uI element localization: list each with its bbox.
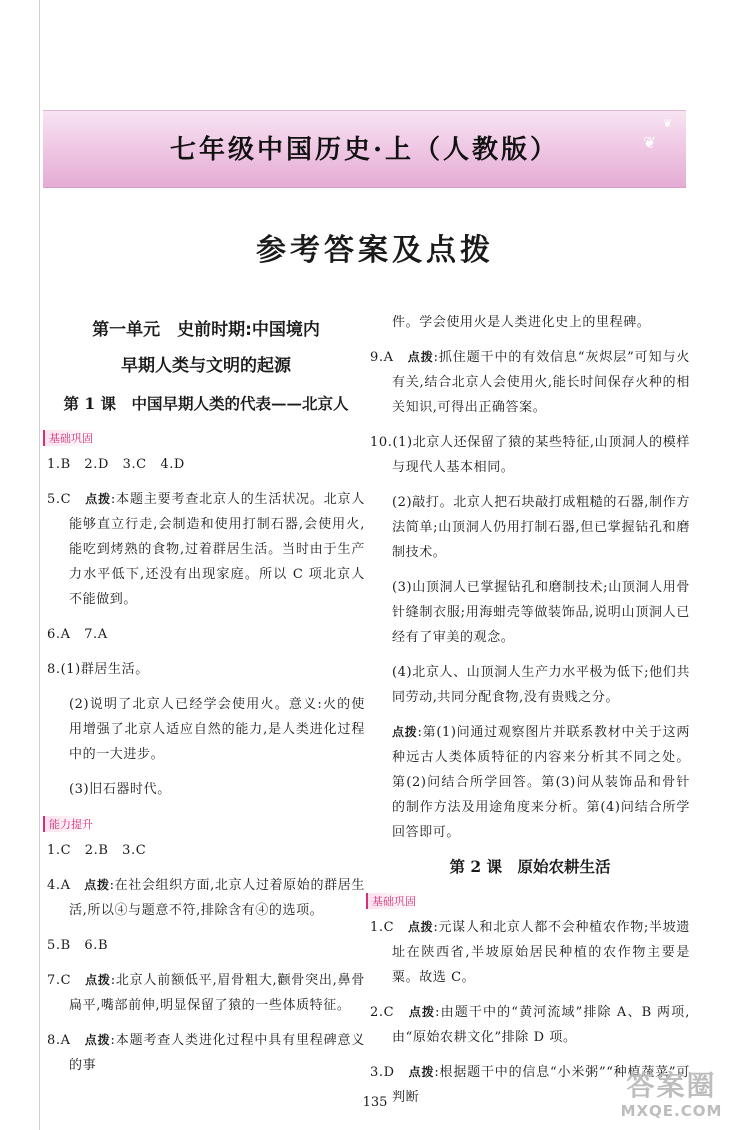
hint-keyword: 点拨	[407, 350, 434, 364]
section-tag-improve: 能力提升	[43, 816, 97, 832]
answer-item: 8.(1)群居生活。	[47, 662, 149, 677]
answer-item: 件。学会使用火是人类进化史上的里程碑。	[392, 315, 651, 330]
lesson-title: 第 1 课 中国早期人类的代表——北京人	[63, 394, 349, 413]
answer-line: 1.B 2.D 3.C 4.D	[47, 457, 185, 472]
title-banner	[43, 110, 686, 188]
watermark-logo	[599, 1070, 744, 1126]
answer-item: 4.A 点拨:在社会组织方面,北京人过着原始的群居生活,所以④与题意不符,排除含有④的选项。	[47, 878, 365, 918]
hint-keyword: 点拨	[84, 1033, 111, 1047]
answer-item: 2.C 点拨:由题干中的“黄河流域”排除 A、B 两项,由“原始农耕文化”排除 D 项。	[370, 1005, 690, 1045]
hint-keyword: 点拨	[408, 1065, 435, 1079]
left-margin-rule	[39, 0, 40, 1130]
answer-item: 点拨:第(1)问通过观察图片并联系教材中关于这两种远古人类体质特征的内容来分析其不同之处。第(2)问结合所学回答。第(3)问从装饰品和骨针的制作方法及用途角度来分析。第(4)问结合所学回答即可。	[392, 725, 690, 840]
hint-keyword: 点拨	[85, 973, 111, 987]
page-number: 135	[362, 1095, 388, 1110]
hint-keyword: 点拨	[84, 878, 110, 892]
unit-title: 第一单元 史前时期:中国境内	[92, 320, 320, 340]
watermark-url: MXQE.COM	[620, 1102, 723, 1120]
unit-subtitle: 早期人类与文明的起源	[121, 356, 291, 376]
page-title: 参考答案及点拨	[256, 233, 494, 268]
answer-item: (4)北京人、山顶洞人生产力水平极为低下;他们共同劳动,共同分配食物,没有贵贱之分。	[392, 665, 690, 705]
book-title: 七年级中国历史·上（人教版）	[169, 135, 560, 165]
answer-item: (2)说明了北京人已经学会使用火。意义:火的使用增强了北京人适应自然的能力,是人类进化过程中的一大进步。	[69, 697, 365, 762]
answer-item: (3)山顶洞人已掌握钻孔和磨制技术;山顶洞人用骨针缝制衣服;用海蚶壳等做装饰品,说明山顶洞人已经有了审美的观念。	[392, 580, 690, 645]
answer-item: (2)敲打。北京人把石块敲打成粗糙的石器,制作方法简单;山顶洞人仍用打制石器,但已掌握钻孔和磨制技术。	[392, 495, 690, 560]
answer-item: 8.A 点拨:本题考查人类进化过程中具有里程碑意义的事	[47, 1033, 366, 1073]
answer-item: (3)旧石器时代。	[69, 782, 171, 797]
right-column	[370, 310, 690, 1120]
answer-line: 1.C 2.B 3.C	[47, 843, 147, 858]
answer-item: 5.C 点拨:本题主要考查北京人的生活状况。北京人能够直立行走,会制造和使用打制石器,会使用火,能吃到烤熟的食物,过着群居生活。当时由于生产力水平低下,还没有出现家庭。所以 C 项北京人不能做到。	[47, 492, 365, 607]
section-tag-basic: 基础巩固	[43, 430, 97, 446]
answer-item: 10.(1)北京人还保留了猿的某些特征,山顶洞人的模样与现代人基本相同。	[370, 435, 690, 475]
watermark-text: 答案圈	[626, 1069, 717, 1102]
answer-line: 5.B 6.B	[47, 938, 109, 953]
answer-line: 6.A 7.A	[47, 627, 108, 642]
section-tag-basic: 基础巩固	[366, 893, 420, 909]
answer-item: 9.A 点拨:抓住题干中的有效信息“灰烬层”可知与火有关,结合北京人会使用火,能长时间保存火种的相关知识,可得出正确答案。	[370, 350, 690, 415]
butterfly-icon: ❦	[643, 133, 657, 152]
answer-item: 7.C 点拨:北京人前额低平,眉骨粗大,颧骨突出,鼻骨扁平,嘴部前伸,明显保留了猿的一些体质特征。	[47, 973, 365, 1013]
hint-keyword: 点拨	[408, 1005, 436, 1019]
answer-item: 3.D 点拨:根据题干中的信息“小米粥”“种植蔬菜”可判断	[370, 1065, 690, 1105]
lesson-title: 第 2 课 原始农耕生活	[449, 857, 611, 876]
butterfly-icon: ❦	[663, 117, 673, 130]
hint-keyword: 点拨	[392, 725, 418, 739]
hint-keyword: 点拨	[407, 920, 434, 934]
hint-keyword: 点拨	[85, 492, 111, 506]
left-column	[47, 310, 365, 1088]
answer-item: 1.C 点拨:元谋人和北京人都不会种植农作物;半坡遗址在陕西省,半坡原始居民种植的农作物主要是粟。故选 C。	[370, 920, 690, 985]
